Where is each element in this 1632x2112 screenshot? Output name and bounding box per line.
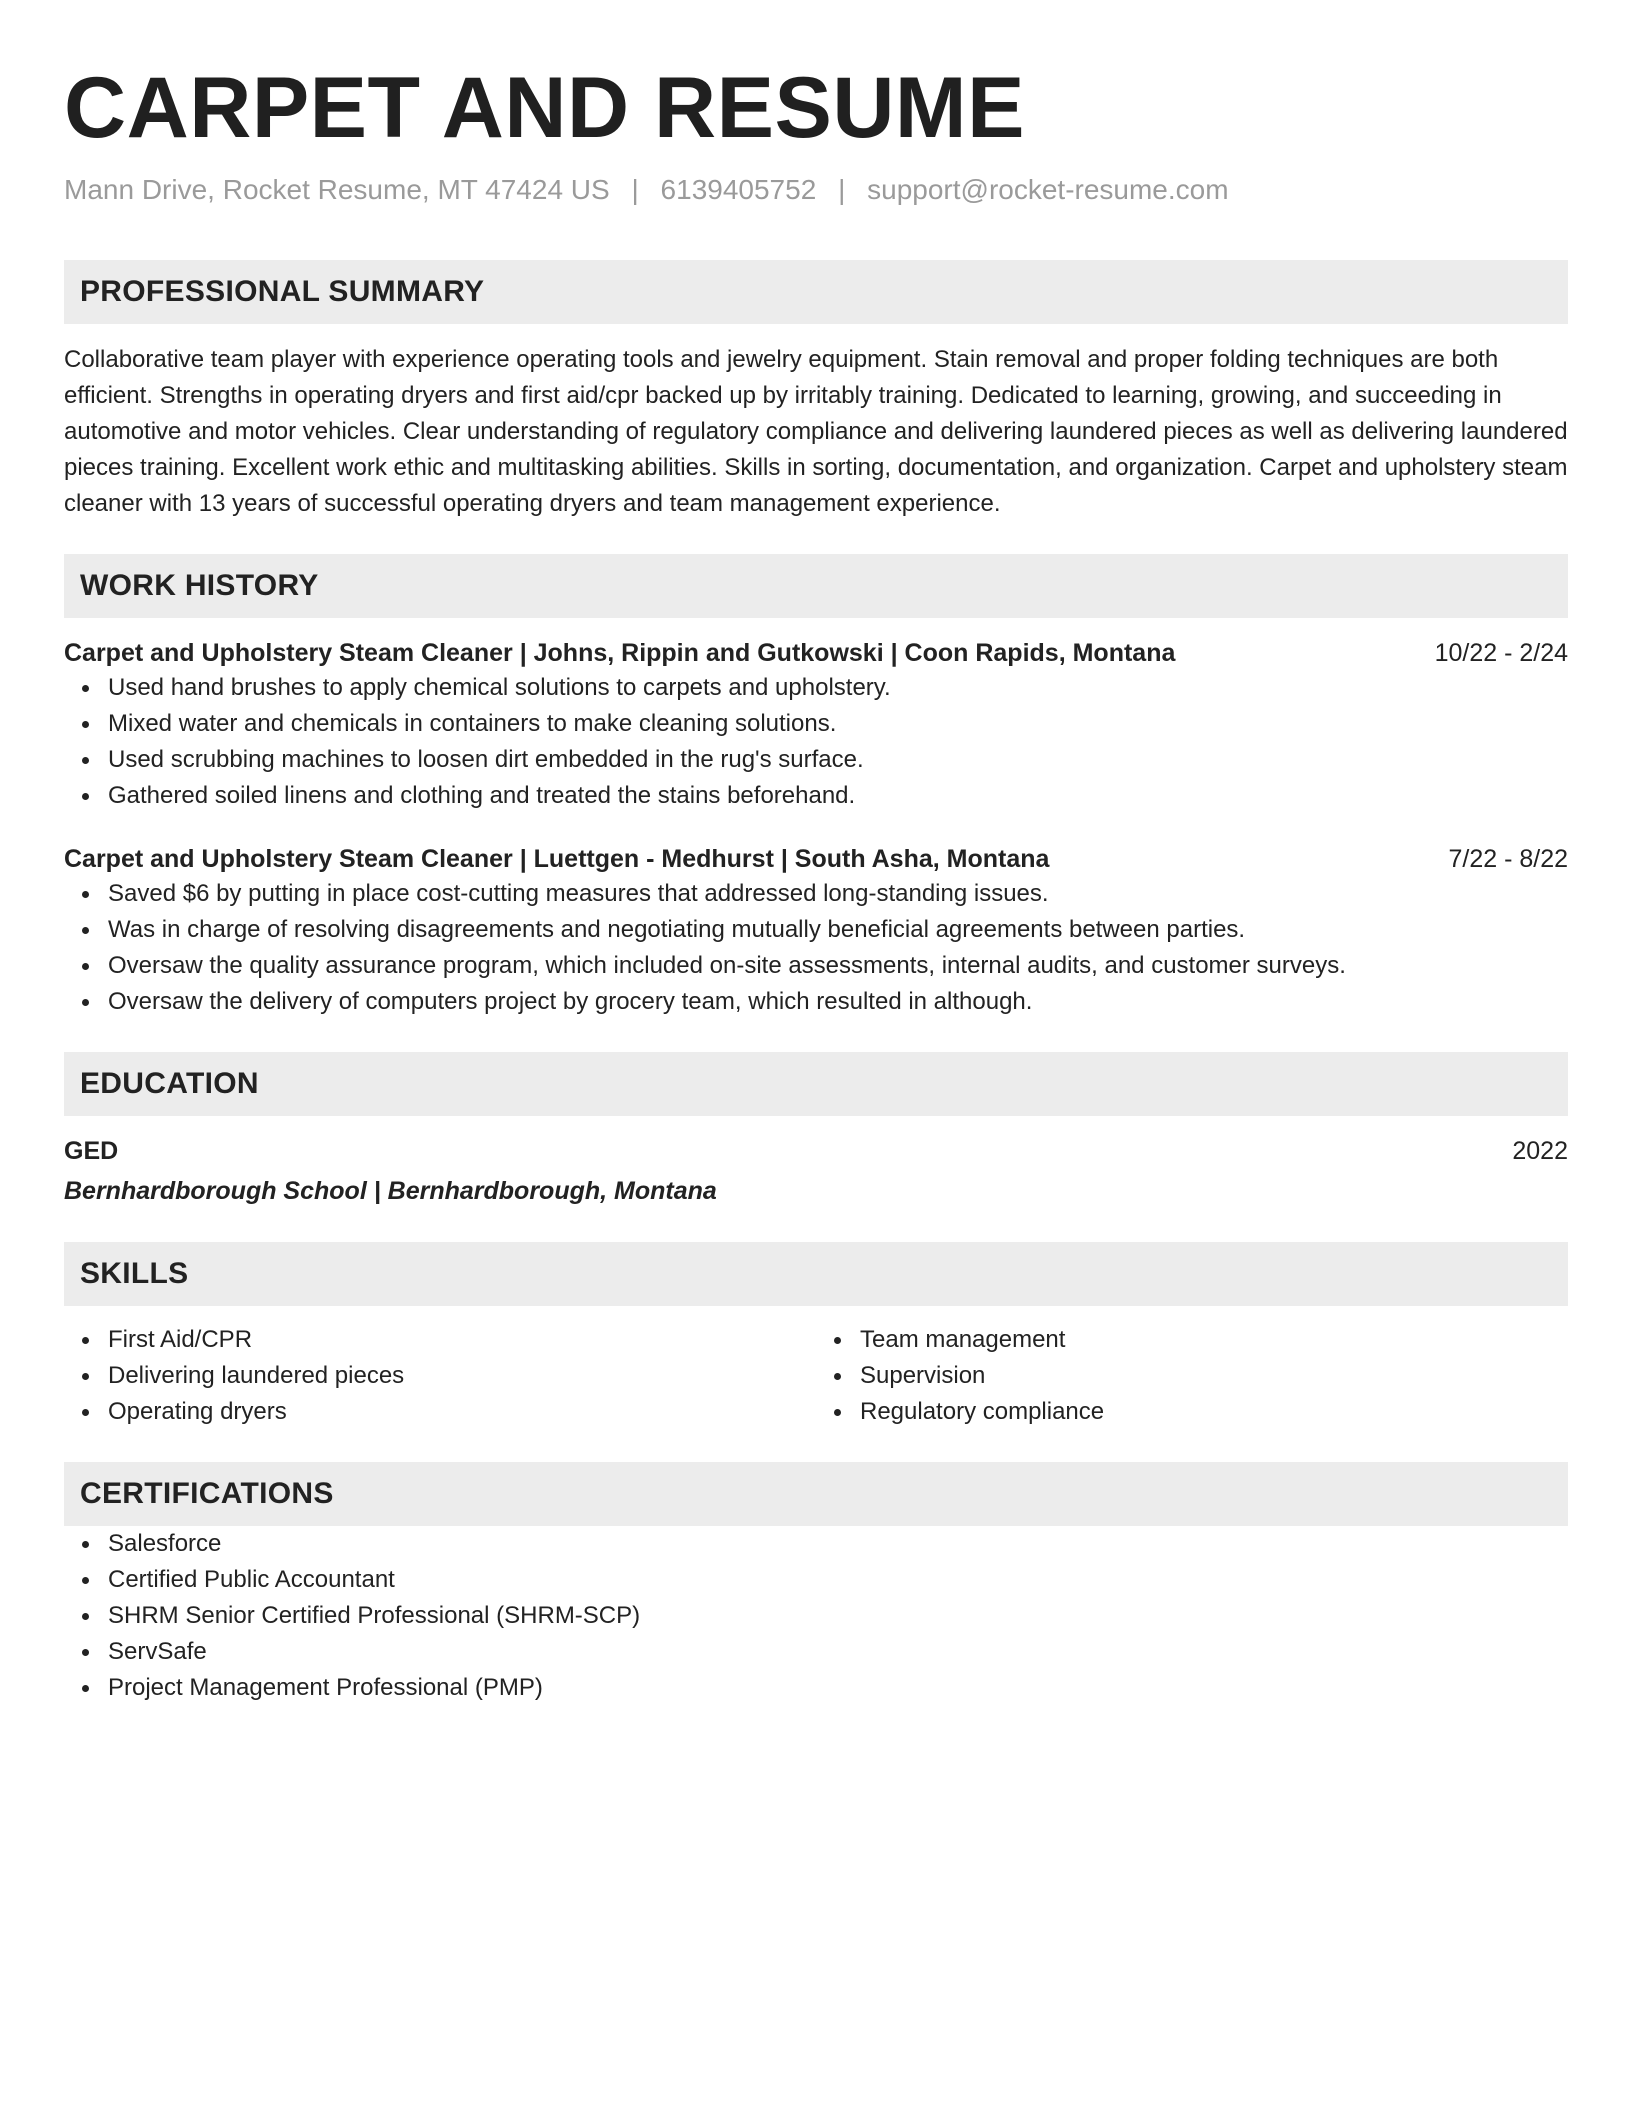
education-row	[64, 1134, 1568, 1168]
job-bullet-list	[64, 876, 1568, 1020]
resume-name: CARPET AND RESUME	[64, 60, 1025, 156]
education-section-header: EDUCATION	[64, 1052, 1568, 1116]
skills-section-header: SKILLS	[64, 1242, 1568, 1306]
job-bullet: Oversaw the delivery of computers project by grocery team, which resulted in although.	[108, 984, 1568, 1020]
job-entry	[64, 842, 1568, 1020]
job-bullet: Oversaw the quality assurance program, which included on-site assessments, internal audits, and customer surveys.	[108, 948, 1568, 984]
contact-separator: |	[838, 174, 846, 205]
job-bullet: Was in charge of resolving disagreements and negotiating mutually beneficial agreements between parties.	[108, 912, 1568, 948]
contact-address: Mann Drive, Rocket Resume, MT 47424 US	[64, 174, 610, 205]
education-year: 2022	[1512, 1137, 1568, 1165]
certification-item: ServSafe	[108, 1634, 1568, 1670]
certifications-section-header: CERTIFICATIONS	[64, 1462, 1568, 1526]
contact-separator: |	[631, 174, 639, 205]
job-bullet: Saved $6 by putting in place cost-cutting measures that addressed long-standing issues.	[108, 876, 1568, 912]
education-degree: GED	[64, 1137, 119, 1165]
certification-item: Project Management Professional (PMP)	[108, 1670, 1568, 1706]
skill-item: First Aid/CPR	[108, 1322, 816, 1358]
work-history-section-header: WORK HISTORY	[64, 554, 1568, 618]
summary-section-header: PROFESSIONAL SUMMARY	[64, 260, 1568, 324]
skills-column-right	[816, 1322, 1568, 1430]
skill-item: Supervision	[860, 1358, 1568, 1394]
skill-item: Operating dryers	[108, 1394, 816, 1430]
job-bullet: Used scrubbing machines to loosen dirt embedded in the rug's surface.	[108, 742, 1568, 778]
skill-item: Delivering laundered pieces	[108, 1358, 816, 1394]
skill-item: Team management	[860, 1322, 1568, 1358]
contact-email: support@rocket-resume.com	[867, 174, 1229, 205]
skills-column-left	[64, 1322, 816, 1430]
contact-line	[64, 172, 1568, 208]
certification-list	[64, 1526, 1568, 1706]
skills-grid	[64, 1322, 1568, 1430]
job-bullet: Gathered soiled linens and clothing and treated the stains beforehand.	[108, 778, 1568, 814]
job-title: Carpet and Upholstery Steam Cleaner | Luettgen - Medhurst | South Asha, Montana	[64, 845, 1050, 873]
summary-text: Collaborative team player with experience operating tools and jewelry equipment. Stain removal and proper folding techniques are both efficient. Strengths in operating dryers and first aid/cpr backed up by irritably training. Dedicated to learning, growing, and succeeding in automotive and motor vehicles. Clear understanding of regulatory compliance and delivering laundered pieces as well as delivering laundered pieces training. Excellent work ethic and multitasking abilities. Skills in sorting, documentation, and organization. Carpet and upholstery steam cleaner with 13 years of successful operating dryers and team management experience.	[64, 346, 1568, 517]
job-bullet: Mixed water and chemicals in containers to make cleaning solutions.	[108, 706, 1568, 742]
education-school: Bernhardborough School | Bernhardborough, Montana	[64, 1177, 717, 1205]
skill-item: Regulatory compliance	[860, 1394, 1568, 1430]
certification-item: Certified Public Accountant	[108, 1562, 1568, 1598]
certification-item: Salesforce	[108, 1526, 1568, 1562]
job-title-row	[64, 842, 1568, 876]
job-title-row	[64, 636, 1568, 670]
job-dates: 10/22 - 2/24	[1434, 639, 1568, 667]
job-bullet-list	[64, 670, 1568, 814]
contact-phone: 6139405752	[660, 174, 817, 205]
job-dates: 7/22 - 8/22	[1448, 845, 1568, 873]
certification-item: SHRM Senior Certified Professional (SHRM-SCP)	[108, 1598, 1568, 1634]
job-entry	[64, 636, 1568, 814]
job-title: Carpet and Upholstery Steam Cleaner | Johns, Rippin and Gutkowski | Coon Rapids, Montana	[64, 639, 1176, 667]
job-bullet: Used hand brushes to apply chemical solutions to carpets and upholstery.	[108, 670, 1568, 706]
